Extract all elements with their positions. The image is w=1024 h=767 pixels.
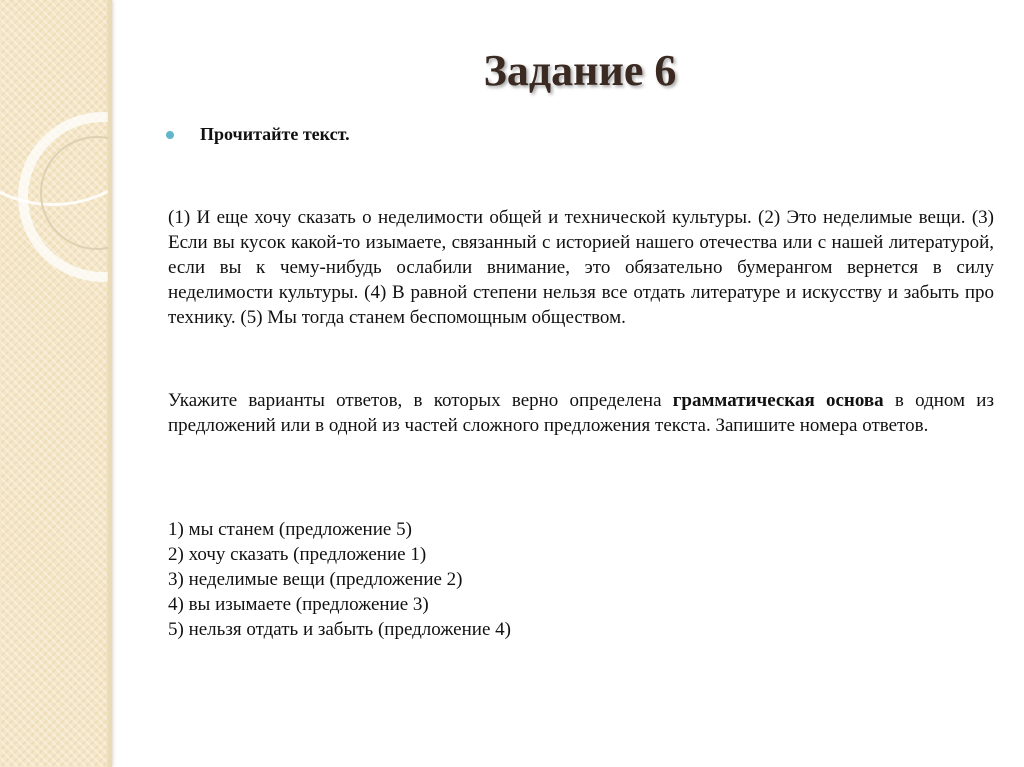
- bullet-dot-icon: [166, 131, 174, 139]
- question-text-before: Укажите варианты ответов, в которых верно определена: [168, 390, 673, 411]
- answer-option-3: 3) неделимые вещи (предложение 2): [168, 569, 463, 590]
- answer-options-list: [168, 517, 511, 642]
- slide-title: Задание 6: [483, 46, 677, 95]
- answer-option-1: 1) мы станем (предложение 5): [168, 519, 412, 540]
- instruction-bullet: [166, 124, 350, 145]
- answer-option-5: 5) нельзя отдать и забыть (предложение 4): [168, 619, 511, 640]
- side-band-edge: [108, 0, 112, 767]
- decorative-side-band: [0, 0, 112, 767]
- question-text-after: в одном из предложений или в одной из частей сложного предложения текста. Запишите номера ответов.: [168, 390, 994, 436]
- answer-option-2: 2) хочу сказать (предложение 1): [168, 544, 427, 565]
- answer-option-4: 4) вы изымаете (предложение 3): [168, 594, 429, 615]
- passage-text: (1) И еще хочу сказать о неделимости общей и технической культуры. (2) Это неделимые вещи. (3) Если вы кусок какой-то изымаете, связанный с историей нашего отечества или с нашей литературой, если вы к чему-нибудь ослабили внимание, это обязательно бумерангом вернется в силу неделимости культуры. (4) В равной степени нельзя все отдать литературе и искусству и забыть про технику. (5) Мы тогда станем беспомощным обществом.: [168, 207, 994, 328]
- instruction-text: Прочитайте текст.: [200, 124, 350, 144]
- question-text: [168, 388, 994, 438]
- question-emphasis: грамматическая основа: [672, 390, 884, 411]
